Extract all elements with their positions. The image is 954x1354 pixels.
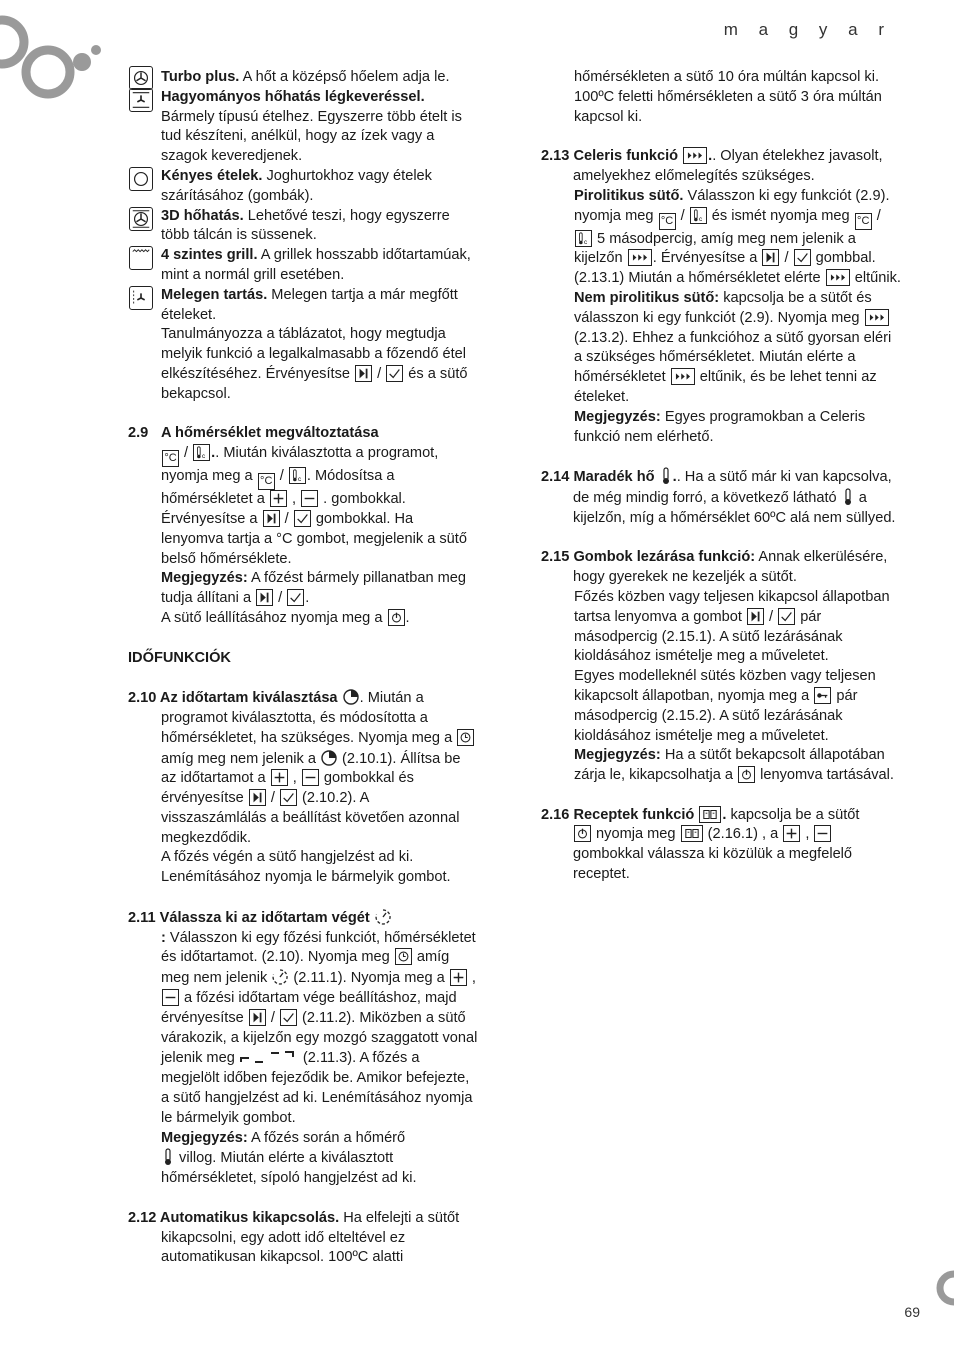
section-2-15-d: Egyes modelleknél sütés közben vagy teljesen kikapcsolt állapotban, nyomja meg a pár másodpercig (2.15.2). A sütő lezárásának kioldásához ismételje meg a műveletet. bbox=[574, 668, 876, 744]
check-icon bbox=[280, 1009, 297, 1026]
svg-text:c: c bbox=[583, 238, 588, 246]
clock-key-icon bbox=[457, 729, 474, 746]
section-title: 2.10 Az időtartam kiválasztása bbox=[128, 690, 342, 707]
play-pause-icon bbox=[256, 589, 273, 606]
left-column bbox=[128, 68, 478, 1268]
dashed-line-display-icon bbox=[239, 1048, 299, 1066]
check-icon bbox=[280, 789, 297, 806]
section-title: 2.12 Automatikus kikapcsolás. bbox=[128, 1209, 340, 1226]
function-keep-warm: Melegen tartás. Melegen tartja a már megfőtt ételeket. bbox=[128, 286, 478, 326]
section-2-12: 2.12 Automatikus kikapcsolás. Ha elfelejti a sütőt kikapcsolni, egy adott idő elteltével ez automatikusan kikapcsol. 100ºC alatti bbox=[128, 1209, 460, 1266]
keep-warm-icon bbox=[129, 286, 153, 310]
function-4-level-grill: 4 szintes grill. A grillek hosszabb időtartamúak, mint a normál grill esetében. bbox=[128, 246, 478, 286]
play-pause-icon bbox=[355, 365, 372, 382]
function-title: Melegen tartás. bbox=[161, 286, 268, 303]
brand-logo-icon bbox=[0, 0, 110, 110]
plus-icon bbox=[783, 825, 800, 842]
core-probe-icon bbox=[193, 444, 210, 461]
celsius-key-icon: °C bbox=[659, 213, 676, 230]
section-2-15: 2.15 Gombok lezárása funkció: Annak elkerülésére, hogy gyerekek ne kezeljék a sütőt. bbox=[541, 549, 888, 586]
grill-icon bbox=[129, 246, 153, 270]
plus-icon bbox=[270, 490, 287, 507]
check-icon bbox=[287, 589, 304, 606]
section-2-16: 2.16 Receptek funkció . kapcsolja be a sütőt nyomja meg (2.16.1) , a , gombokkal válassza ki közülük a megfelelő receptet. bbox=[541, 806, 860, 883]
section-2-14: 2.14 Maradék hő .. Ha a sütő már ki van kapcsolva, de még mindig forró, a következő látható a kijelzőn, míg a hőmérséklet 60ºC alá nem süllyed. bbox=[541, 469, 896, 526]
core-probe-icon bbox=[575, 230, 592, 247]
time-functions-heading: IDŐFUNKCIÓK bbox=[128, 649, 231, 666]
corner-ring-icon bbox=[918, 1270, 954, 1306]
delicate-food-icon bbox=[129, 167, 153, 191]
core-probe-icon bbox=[690, 207, 707, 224]
recipe-book-icon bbox=[681, 825, 703, 842]
minus-icon bbox=[814, 825, 831, 842]
section-number: 2.9 bbox=[128, 425, 149, 442]
core-probe-icon bbox=[289, 467, 306, 484]
recipe-book-icon bbox=[699, 806, 721, 823]
section-title: 2.16 Receptek funkció bbox=[541, 806, 699, 823]
duration-icon bbox=[342, 688, 360, 706]
celsius-key-icon: °C bbox=[855, 213, 872, 230]
section-2-9-note: Megjegyzés: A főzést bármely pillanatban meg tudja állítani a / . A sütő leállításához nyomja meg a . bbox=[161, 570, 467, 626]
section-2-11: 2.11 Válassza ki az időtartam végét : Válasszon ki egy főzési funkciót, hőmérsékletet és időtartamot. (2.10). Nyomja meg amíg meg nem jelenik (2.11.1). Nyomja meg a , a főzési időtartam vége beállításhoz, majd érvényesítse / (2.11.2). Miközben a sütő várakozik, a kijelzőn egy mozgó szaggatott vonal jelenik meg (2.11.3). A főzés a megjelölt időben fejeződik be. Amikor befejezte, a sütő hangjelzést ad ki. Lenémításához nyomja le bármelyik gombot. bbox=[128, 909, 478, 1126]
check-icon bbox=[386, 365, 403, 382]
celeris-icon bbox=[865, 309, 889, 326]
section-2-10: 2.10 Az időtartam kiválasztása . Miután a programot kiválasztotta, és módosította a hőmérsékletet, ha szükséges. Nyomja meg a amíg meg nem jelenik a (2.10.1). Állítsa be az időtartamot a , gombokkal és érvényesítse / (2.10.2). A visszaszámlálás a beállítást követően azonnal megkezdődik. bbox=[128, 688, 478, 848]
play-pause-icon bbox=[762, 249, 779, 266]
minus-icon bbox=[162, 989, 179, 1006]
section-title: 2.15 Gombok lezárása funkció: bbox=[541, 549, 756, 566]
celeris-icon bbox=[683, 147, 707, 164]
turbo-plus-icon bbox=[129, 66, 153, 90]
play-pause-icon bbox=[249, 789, 266, 806]
function-conventional-fan: Hagyományos hőhatás légkeveréssel. Bármely típusú ételhez. Egyszerre több ételt is tud készíteni, anélkül, hogy az ízek vagy a szagok keveredjenek. bbox=[128, 88, 478, 167]
svg-text:c: c bbox=[698, 215, 702, 223]
function-title: 3D hőhatás. bbox=[161, 207, 244, 224]
page-number: 69 bbox=[904, 1304, 920, 1320]
end-time-icon bbox=[271, 968, 289, 986]
section-2-12-continued: hőmérsékleten a sütő 10 óra múltán kapcsol ki. 100ºC feletti hőmérsékleten a sütő 3 óra múltán kapcsol ki. bbox=[574, 69, 882, 125]
celsius-key-icon: °C bbox=[162, 450, 179, 467]
section-2-15-note: Megjegyzés: Ha a sütőt bekapcsolt állapotában zárja le, kikapcsolhatja a lenyomva tartásával. bbox=[574, 747, 894, 784]
power-icon bbox=[388, 609, 405, 626]
play-pause-icon bbox=[747, 608, 764, 625]
function-delicate: Kényes ételek. Joghurtokhoz vagy ételek szárításához (gombák). bbox=[128, 167, 478, 207]
function-title: 4 szintes grill. bbox=[161, 247, 258, 264]
clock-key-icon bbox=[395, 948, 412, 965]
section-2-10-end: A főzés végén a sütő hangjelzést ad ki. Lenémításához nyomja le bármelyik gombot. bbox=[161, 849, 451, 886]
svg-text:c: c bbox=[202, 453, 206, 461]
svg-text:c: c bbox=[297, 476, 301, 484]
section-2-11-note: Megjegyzés: A főzés során a hőmérő villog. Miután elérte a kiválasztott hőmérsékletet, sípoló hangjelzést ad ki. bbox=[161, 1129, 417, 1187]
celeris-icon bbox=[826, 269, 850, 286]
play-pause-icon bbox=[263, 510, 280, 527]
minus-icon bbox=[302, 769, 319, 786]
function-3d: 3D hőhatás. Lehetővé teszi, hogy egyszerre több tálcán is süssenek. bbox=[128, 207, 478, 247]
study-paragraph: Tanulmányozza a táblázatot, hogy megtudja melyik funkció a legalkalmasabb a főzendő étel elkészítéséhez. Érvényesítse / és a sütő bekapcsol. bbox=[161, 326, 468, 402]
section-title: 2.11 Válassza ki az időtartam végét bbox=[128, 909, 374, 926]
language-label: m a g y a r bbox=[723, 20, 892, 39]
section-2-9: 2.9 A hőmérséklet megváltoztatása °C / c .. Miután kiválasztotta a programot, nyomja meg a °C / c . Módosítsa a hőmérsékletet a , . gombokkal. Érvényesítse a / gombokkal. Ha lenyomva tartja a °C gombot, megjelenik a sütő belső hőmérséklete. bbox=[128, 425, 467, 567]
thermometer-icon bbox=[659, 467, 673, 485]
play-pause-icon bbox=[249, 1009, 266, 1026]
power-icon bbox=[738, 766, 755, 783]
check-icon bbox=[778, 608, 795, 625]
pyrolytic-paragraph: Pirolitikus sütő. Válasszon ki egy funkciót (2.9). nyomja meg °C / c és ismét nyomja meg °C / c 5 másodpercig, amíg meg nem jelenik a kijelzőn . Érvényesítse a / gombbal. (2.13.1) Miután a hőmérsékletet elérte eltűnik. bbox=[574, 187, 901, 287]
power-icon bbox=[574, 825, 591, 842]
check-icon bbox=[794, 249, 811, 266]
non-pyrolytic-paragraph: Nem pirolitikus sütő: kapcsolja be a sütőt és válasszon ki egy funkciót (2.9). Nyomja meg (2.13.2). Ehhez a funkcióhoz a sütő gyorsan eléri a szükséges hőmérsékletet. Miután elérte a hőmérsékletet eltűnik, és be lehet tenni az ételeket. bbox=[574, 289, 892, 405]
duration-icon bbox=[320, 749, 338, 767]
section-2-13-note: Megjegyzés: Egyes programokban a Celeris funkció nem elérhető. bbox=[574, 408, 866, 445]
plus-icon bbox=[271, 769, 288, 786]
section-2-13: 2.13 Celeris funkció .. Olyan ételekhez javasolt, amelyekhez előmelegítés szükséges. bbox=[541, 148, 883, 184]
function-title: Kényes ételek. bbox=[161, 167, 263, 184]
celsius-key-icon: °C bbox=[258, 473, 275, 490]
fan-heat-icon bbox=[129, 88, 153, 112]
thermometer-icon bbox=[161, 1148, 175, 1166]
section-title: 2.14 Maradék hő bbox=[541, 469, 659, 486]
plus-icon bbox=[450, 969, 467, 986]
celeris-icon bbox=[628, 249, 652, 266]
celeris-icon bbox=[671, 368, 695, 385]
check-icon bbox=[294, 510, 311, 527]
right-column bbox=[541, 68, 901, 885]
key-lock-icon bbox=[814, 687, 831, 704]
section-title: 2.13 Celeris funkció bbox=[541, 148, 683, 165]
3d-heat-icon bbox=[129, 207, 153, 231]
end-time-icon bbox=[374, 908, 392, 926]
section-2-15-b: Főzés közben vagy teljesen kikapcsol állapotban tartsa lenyomva a gombot / pár másodpercig (2.15.1). A sütő lezárásának kioldásához ismételje meg a műveletet. bbox=[574, 588, 890, 665]
function-turbo-plus: Turbo plus. A hőt a középső hőelem adja le. bbox=[128, 68, 478, 88]
thermometer-icon bbox=[841, 488, 855, 506]
minus-icon bbox=[301, 490, 318, 507]
function-title: Hagyományos hőhatás légkeveréssel. bbox=[161, 88, 425, 105]
section-title: A hőmérséklet megváltoztatása bbox=[161, 425, 379, 442]
function-title: Turbo plus. bbox=[161, 69, 240, 85]
